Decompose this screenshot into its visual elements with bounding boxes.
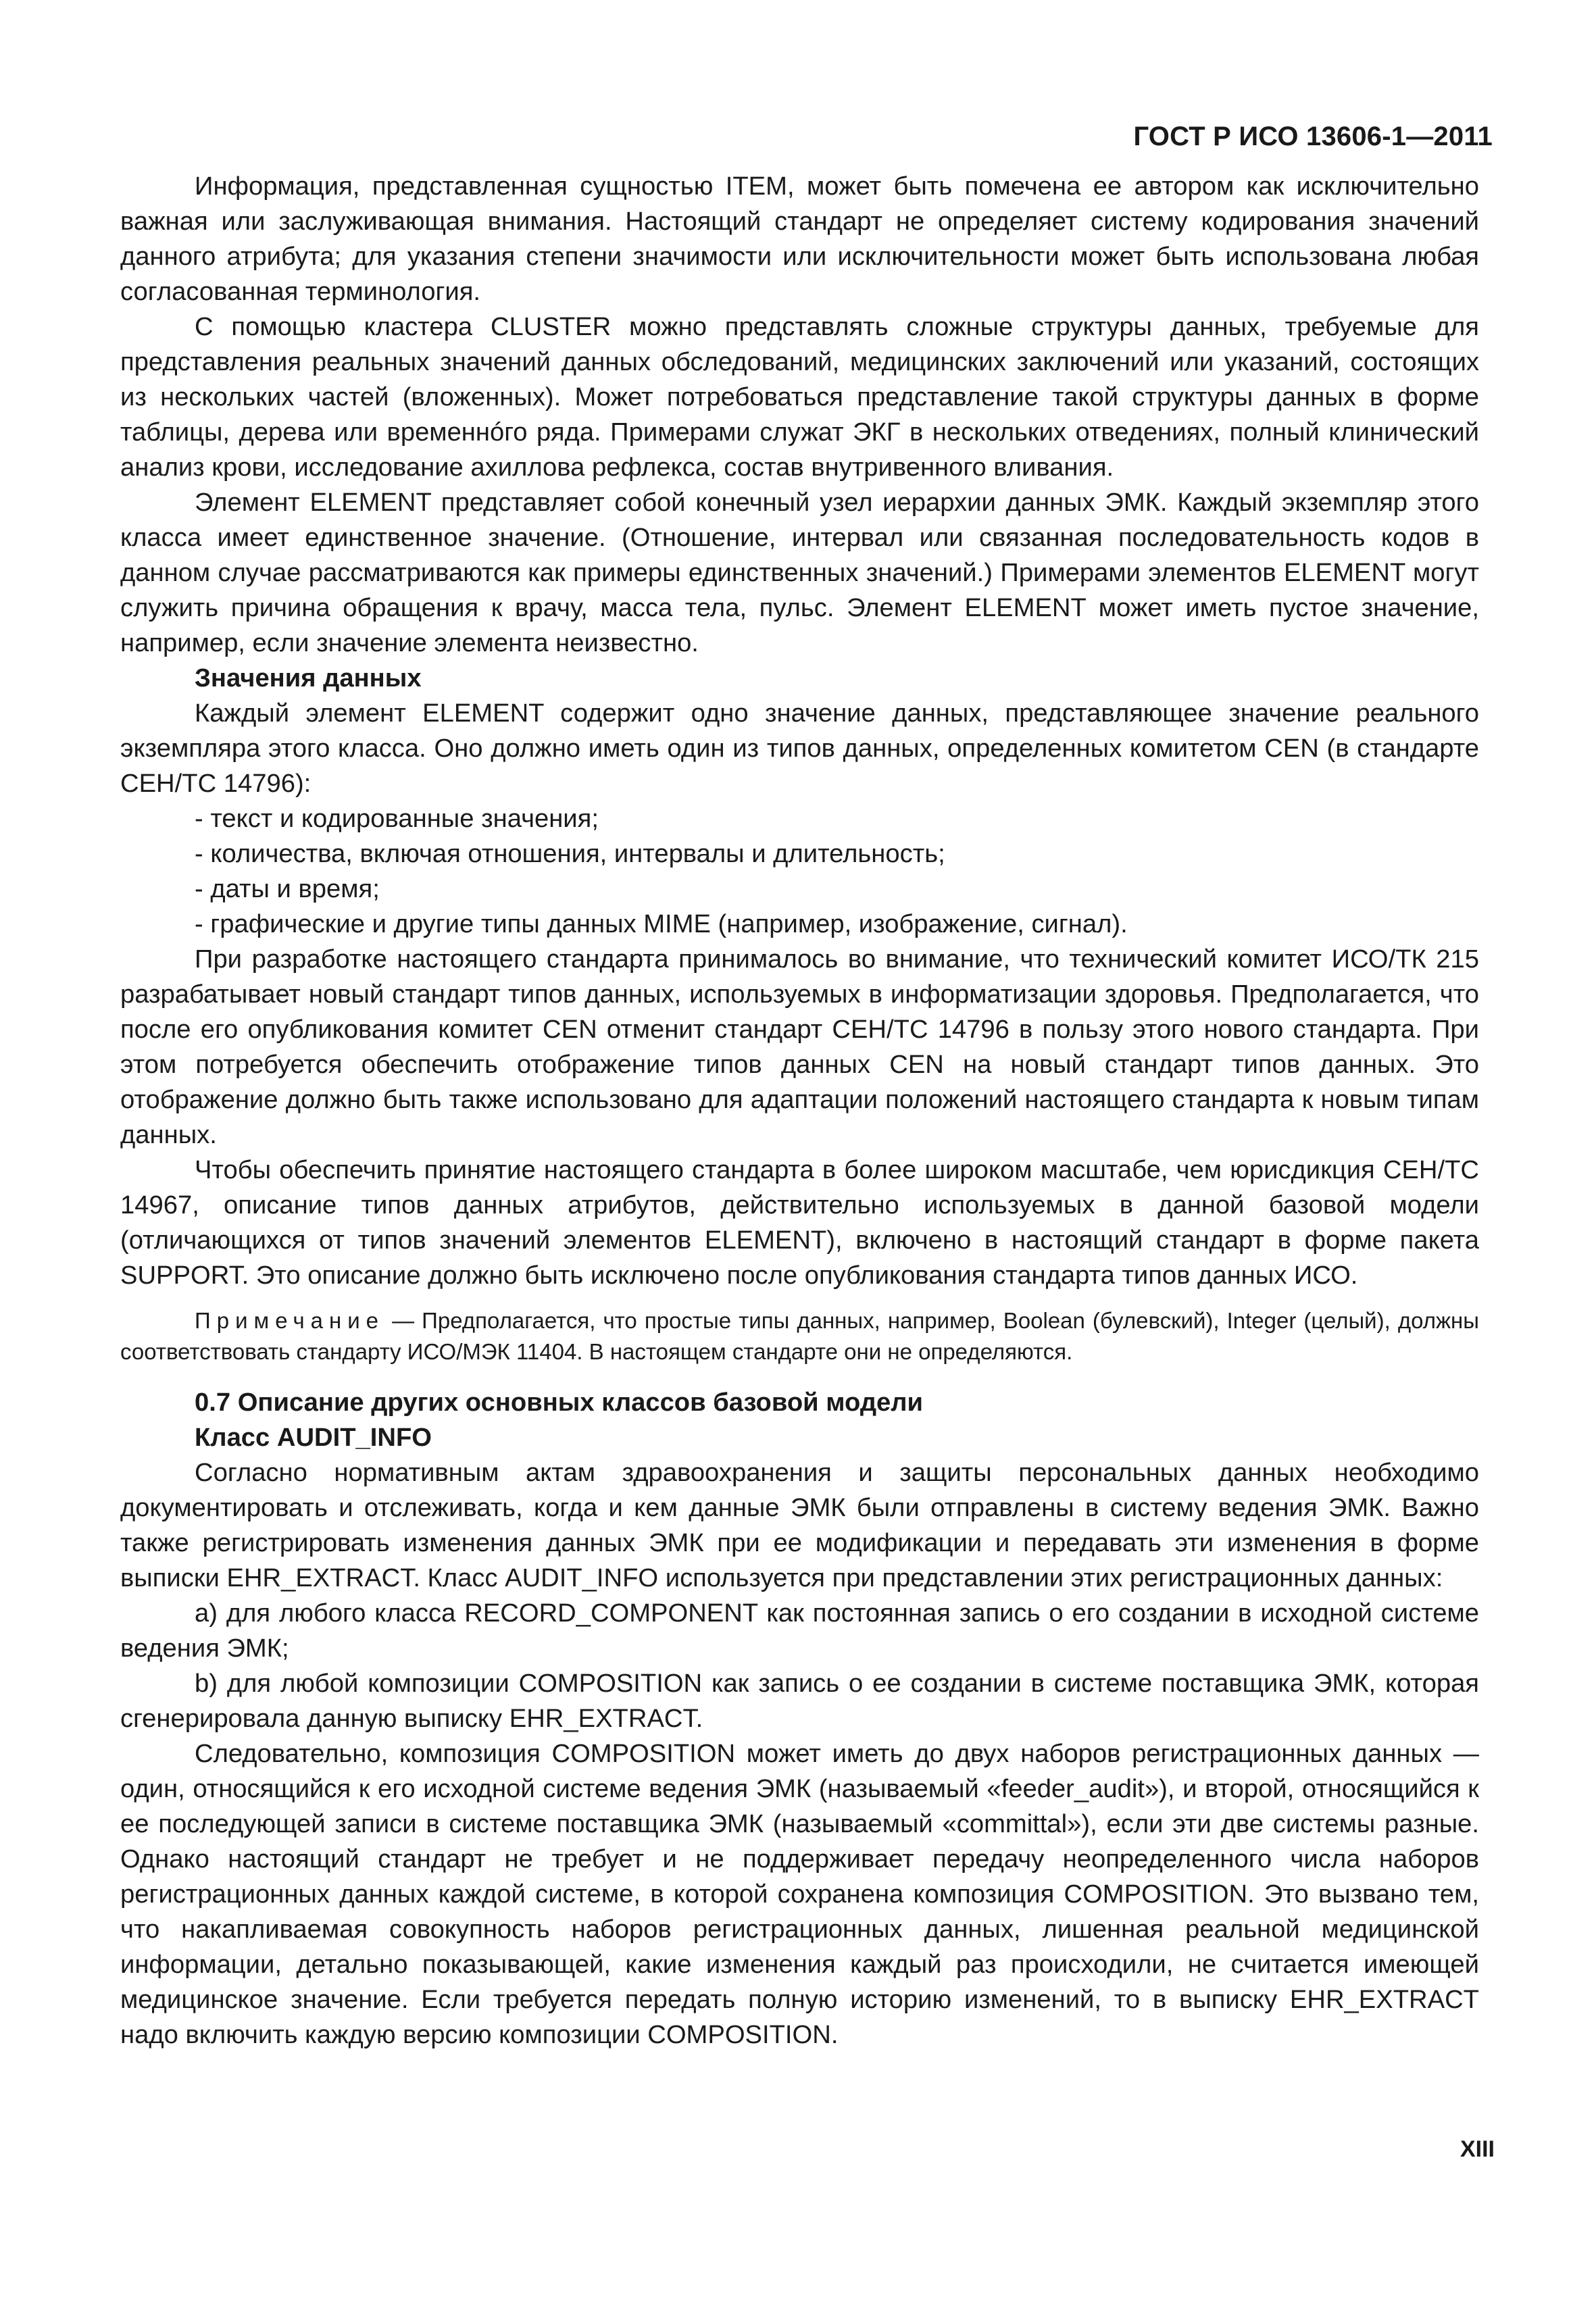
paragraph-audit-conclusion: Следовательно, композиция COMPOSITION может иметь до двух наборов регистрационных данных — один, относящийся к его исходной системе ведения ЭМК (называемый «feeder_audit»), и второй, относящийся к ее последующей записи в системе поставщика ЭМК (называемый «committal»), если эти две системы разные. Однако настоящий стандарт не требует и не поддерживает передачу неопределенного числа наборов регистрационных данных каждой системе, в которой сохранена композиция COMPOSITION. Это вызвано тем, что накапливаемая совокупность наборов регистрационных данных, лишенная реальной медицинской информации, детально показывающей, какие изменения каждый раз происходили, не считается имеющей медицинское значение. Если требуется передать полную историю изменений, то в выписку EHR_EXTRACT надо включить каждую версию композиции COMPOSITION. [120, 1739, 1479, 2049]
paragraph-element: Элемент ELEMENT представляет собой конечный узел иерархии данных ЭМК. Каждый экземпляр этого класса имеет единственное значение. (Отношение, интервал или связанная последовательность кодов в данном случае рассматриваются как примеры единственных значений.) Примерами элементов ELEMENT могут служить причина обращения к врачу, масса тела, пульс. Элемент ELEMENT может иметь пустое значение, например, если значение элемента неизвестно. [120, 488, 1479, 657]
paragraph-audit-a: a) для любого класса RECORD_COMPONENT как постоянная запись о его создании в исходной системе ведения ЭМК; [120, 1599, 1479, 1663]
class-heading: Класс AUDIT_INFO [195, 1423, 432, 1452]
document-header: ГОСТ Р ИСО 13606-1—2011 [1133, 122, 1493, 151]
page-number: XIII [1460, 2136, 1495, 2162]
note-label: Примечание [195, 1308, 385, 1333]
note [120, 1305, 1479, 1367]
section-title: 0.7 Описание других основных классов базовой модели [195, 1388, 924, 1417]
data-values-heading: Значения данных [195, 663, 422, 693]
list-item: - графические и другие типы данных MIME (например, изображение, сигнал). [195, 909, 1128, 938]
paragraph-cluster: С помощью кластера CLUSTER можно представлять сложные структуры данных, требуемые для представления реальных значений данных обследований, медицинских заключений или указаний, состоящих из нескольких частей (вложенных). Может потребоваться представление такой структуры данных в форме таблицы, дерева или временнóго ряда. Примерами служат ЭКГ в нескольких отведениях, полный клинический анализ крови, исследование ахиллова рефлекса, состав внутривенного вливания. [120, 312, 1479, 482]
paragraph-audit-b: b) для любой композиции COMPOSITION как запись о ее создании в системе поставщика ЭМК, которая сгенерировала данную выписку EHR_EXTRACT. [120, 1669, 1479, 1733]
note-text: — Предполагается, что простые типы данных, например, Boolean (булевский), Integer (целый), должны соответствовать стандарту ИСО/МЭК 11404. В настоящем стандарте они не определяются. [120, 1308, 1479, 1364]
list-item: - даты и время; [195, 874, 380, 903]
paragraph-item: Информация, представленная сущностью ITEM, может быть помечена ее автором как исключительно важная или заслуживающая внимания. Настоящий стандарт не определяет систему кодирования значений данного атрибута; для указания степени значимости или исключительности может быть использована любая согласованная терминология. [120, 172, 1479, 306]
paragraph-support-package: Чтобы обеспечить принятие настоящего стандарта в более широком масштабе, чем юрисдикция СЕН/ТС 14967, описание типов данных атрибутов, действительно используемых в данной базовой модели (отличающихся от типов значений элементов ELEMENT), включено в настоящий стандарт в форме пакета SUPPORT. Это описание должно быть исключено после опубликования стандарта типов данных ИСО. [120, 1155, 1479, 1290]
document-body [120, 169, 1479, 2053]
data-values-intro: Каждый элемент ELEMENT содержит одно значение данных, представляющее значение реального экземпляра этого класса. Оно должно иметь один из типов данных, определенных комитетом CEN (в стандарте СЕН/ТС 14796): [120, 699, 1479, 798]
paragraph-iso-tc215: При разработке настоящего стандарта принималось во внимание, что технический комитет ИСО/ТК 215 разрабатывает новый стандарт типов данных, используемых в информатизации здоровья. Предполагается, что после его опубликования комитет CEN отменит стандарт СЕН/ТС 14796 в пользу этого нового стандарта. При этом потребуется обеспечить отображение типов данных CEN на новый стандарт типов данных. Это отображение должно быть также использовано для адаптации положений настоящего стандарта к новым типам данных. [120, 945, 1479, 1149]
list-item: - количества, включая отношения, интервалы и длительность; [195, 839, 945, 868]
paragraph-audit-intro: Согласно нормативным актам здравоохранения и защиты персональных данных необходимо документировать и отслеживать, когда и кем данные ЭМК были отправлены в систему ведения ЭМК. Важно также регистрировать изменения данных ЭМК при ее модификации и передавать эти изменения в форме выписки EHR_EXTRACT. Класс AUDIT_INFO используется при представлении этих регистрационных данных: [120, 1458, 1479, 1592]
list-item: - текст и кодированные значения; [195, 804, 599, 833]
